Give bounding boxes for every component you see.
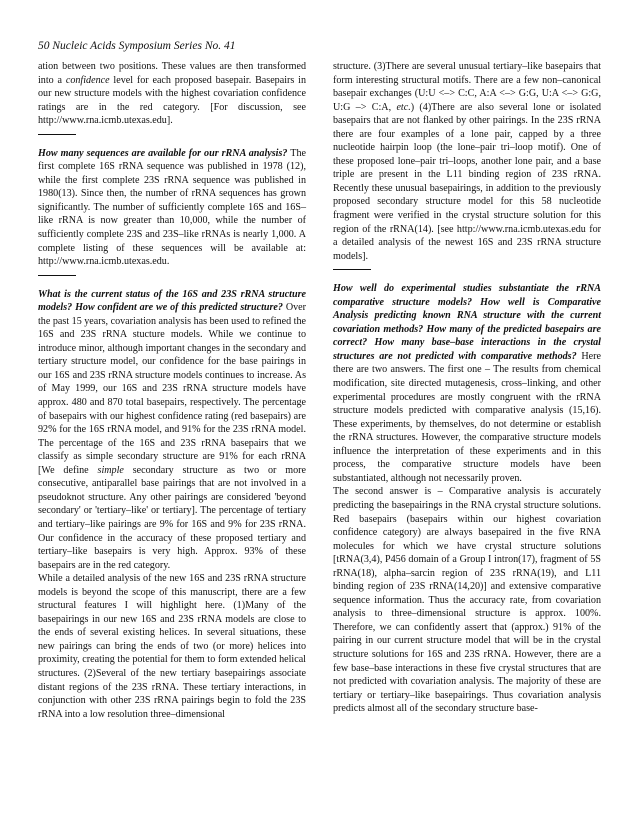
- text: The first complete 16S rRNA sequence was published in 1978 (12), while the first complete 23S rRNA sequence was published in 1980(13). Since then, the number of rRNA sequences has grown significantly. The number of sufficiently complete 16S and 16S–like rRNA is now greater than 10,000, while the number of sufficiently complete 23S and 23S–like rRNAs is nearly 1,000. A complete listing of these sequences will be available at: http://www.rna.icmb.utexas.edu.: [38, 147, 306, 268]
- emphasis: simple: [97, 464, 124, 476]
- right-column: [333, 60, 601, 716]
- text: level for each proposed basepair. Basepairs in our new structure models with the highest covariation confidence ratings are in the red category. [For discussion, see http://www.rna.icmb.utexas.edu].: [38, 74, 306, 127]
- paragraph: [38, 288, 306, 572]
- paragraph: [333, 60, 601, 263]
- emphasis: etc.: [396, 101, 411, 113]
- section-divider: [38, 134, 76, 135]
- paragraph: The second answer is – Comparative analysis is accurately predicting the basepairings in the RNA crystal structure solutions. Red basepairs (basepairs within our highest covariation confidence category) are always basepaired in the five RNA molecules for which we have crystal structure solutions [tRNA(3,4), P456 domain of a Group I intron(17), fragment of 5S rRNA(18), alpha–sarcin region of 23S rRNA(19), and L11 binding region of 23S rRNA(14,20)] and extensive comparative sequence information. Thus the accuracy rate, from covariation analysis to three–dimensional structure is approx. 100%. Therefore, we can confidently assert that (approx.) 91% of the pairing in our current structure model that will be in the crystal structure solutions for 16S and 23S rRNA. However, there are a few base–base interactions in these five crystal structures that are not predicted with covariation analysis. The majority of these are tertiary or tertiary–like basepairings. Thus covariation analysis predicts almost all of the secondary structure base-: [333, 486, 601, 715]
- running-header: 50 Nucleic Acids Symposium Series No. 41: [38, 40, 236, 52]
- text: Over the past 15 years, covariation analysis has been used to refined the 16S and 23S rRNA stucture models. While we continue to introduce minor, although important changes in the secondary and tertiary structure model, our confidence for the base pairings in our 16S and 23S rRNA structure models continues to increase. As of May 1999, our 16S and 23S rRNA structure models have approx. 480 and 870 total basepairs, respectively. The percentage of basepairs with our highest confidence rating (red basepairs) are 92% for the 16S rRNA model, and 91% for the 23S rRNA model. The percentage of the 16S and 23S rRNA basepairs that we classify as simple secondary structure are 91% for each rRNA [We define: [38, 302, 307, 476]
- text: Here there are two answers. The first one – The results from chemical modification, site directed mutagenesis, cross–linking, and other experimental procedures are mostly congruent with the rRNA structure models predicted with comparative analysis (15,16). These experiments, by themselves, do not determine or establish the rRNA structures. However, the comparative structure models influence the interpretation of these experiments and in this process, the comparative structure models have been substantiated, although not necessarily proven.: [333, 350, 601, 484]
- left-column: [38, 60, 306, 721]
- section-divider: [38, 275, 76, 276]
- emphasis: confidence: [65, 74, 110, 86]
- question-heading: How well do experimental studies substantiate the rRNA comparative structure models? How well is Comparative Analysis predicting known RNA structure with the current covariation methods? How many of the predicted basepairs are correct? How many base–base interactions in the crystal structures are not predicted with comparative methods?: [333, 283, 601, 362]
- text: structure. (3)There are several unusual tertiary–like basepairs that form interesting structural motifs. There are a few non–canonical basepair exchanges (U:U <–> C:C, A:A <–> G:G, U:A <–> G:G, U:G –> C:A,: [333, 61, 601, 113]
- paragraph: [333, 282, 601, 485]
- text: secondary structure as two or more consecutive, antiparallel base pairings that are not involved in a pseudoknot structure. Any other pairings are considered 'beyond secondary' or 'tertiary–like' or tertiary]. The percentage of tertiary and tertiary–like pairings are 9% for 16S and 9% for 23S rRNA. Our confidence in the accuracy of these proposed tertiary and tertiary–like basepairs is very high. Approx. 93% of these basepairs are in the red category.: [38, 464, 306, 571]
- text: ) (4)There are also several lone or isolated basepairs that are not flanked by other pairings. In the 23S rRNA there are four examples of a lone pair, capped by a three nucleotide hairpin loop (the lone–pair tri–loop motif). One of these proposed lone–pair tri–loops, another lone pair, and a base triple are present in the L11 binding region of 23S rRNA. Recently these unusual basepairings, in addition to the previously proposed secondary structure model for this 58 nucleotide fragment were verified in the crystal structure solution for this region of the rRNA(14). [see http://www.rna.icmb.utexas.edu for a detailed analysis of the newest 16S and 23S rRNA structure models].: [333, 101, 601, 262]
- question-heading: How many sequences are available for our rRNA analysis?: [38, 147, 288, 159]
- section-divider: [333, 269, 371, 270]
- paragraph: While a detailed analysis of the new 16S and 23S rRNA structure models is beyond the scope of this manuscript, there are a few structural features I will highlight here. (1)Many of the basepairings in our new 16S and 23S rRNA models are close to the ends of several existing helices. In several situations, these new pairings can bring the ends of two (or more) helices into proximity, creating the potential for them to form extended helical structures. (2)Several of the new tertiary basepairings associate distant regions of the 23S rRNA. These tertiary interactions, in conjunction with other 23S rRNA pairings begin to fold the 23S rRNA into a low resolution three–dimensional: [38, 573, 306, 720]
- paragraph: [38, 60, 306, 128]
- question-heading: What is the current status of the 16S and 23S rRNA structure models? How confident are we of this predicted structure?: [38, 288, 306, 314]
- text: ation between two positions. These values are then transformed into a: [38, 61, 306, 86]
- paragraph: [38, 147, 306, 269]
